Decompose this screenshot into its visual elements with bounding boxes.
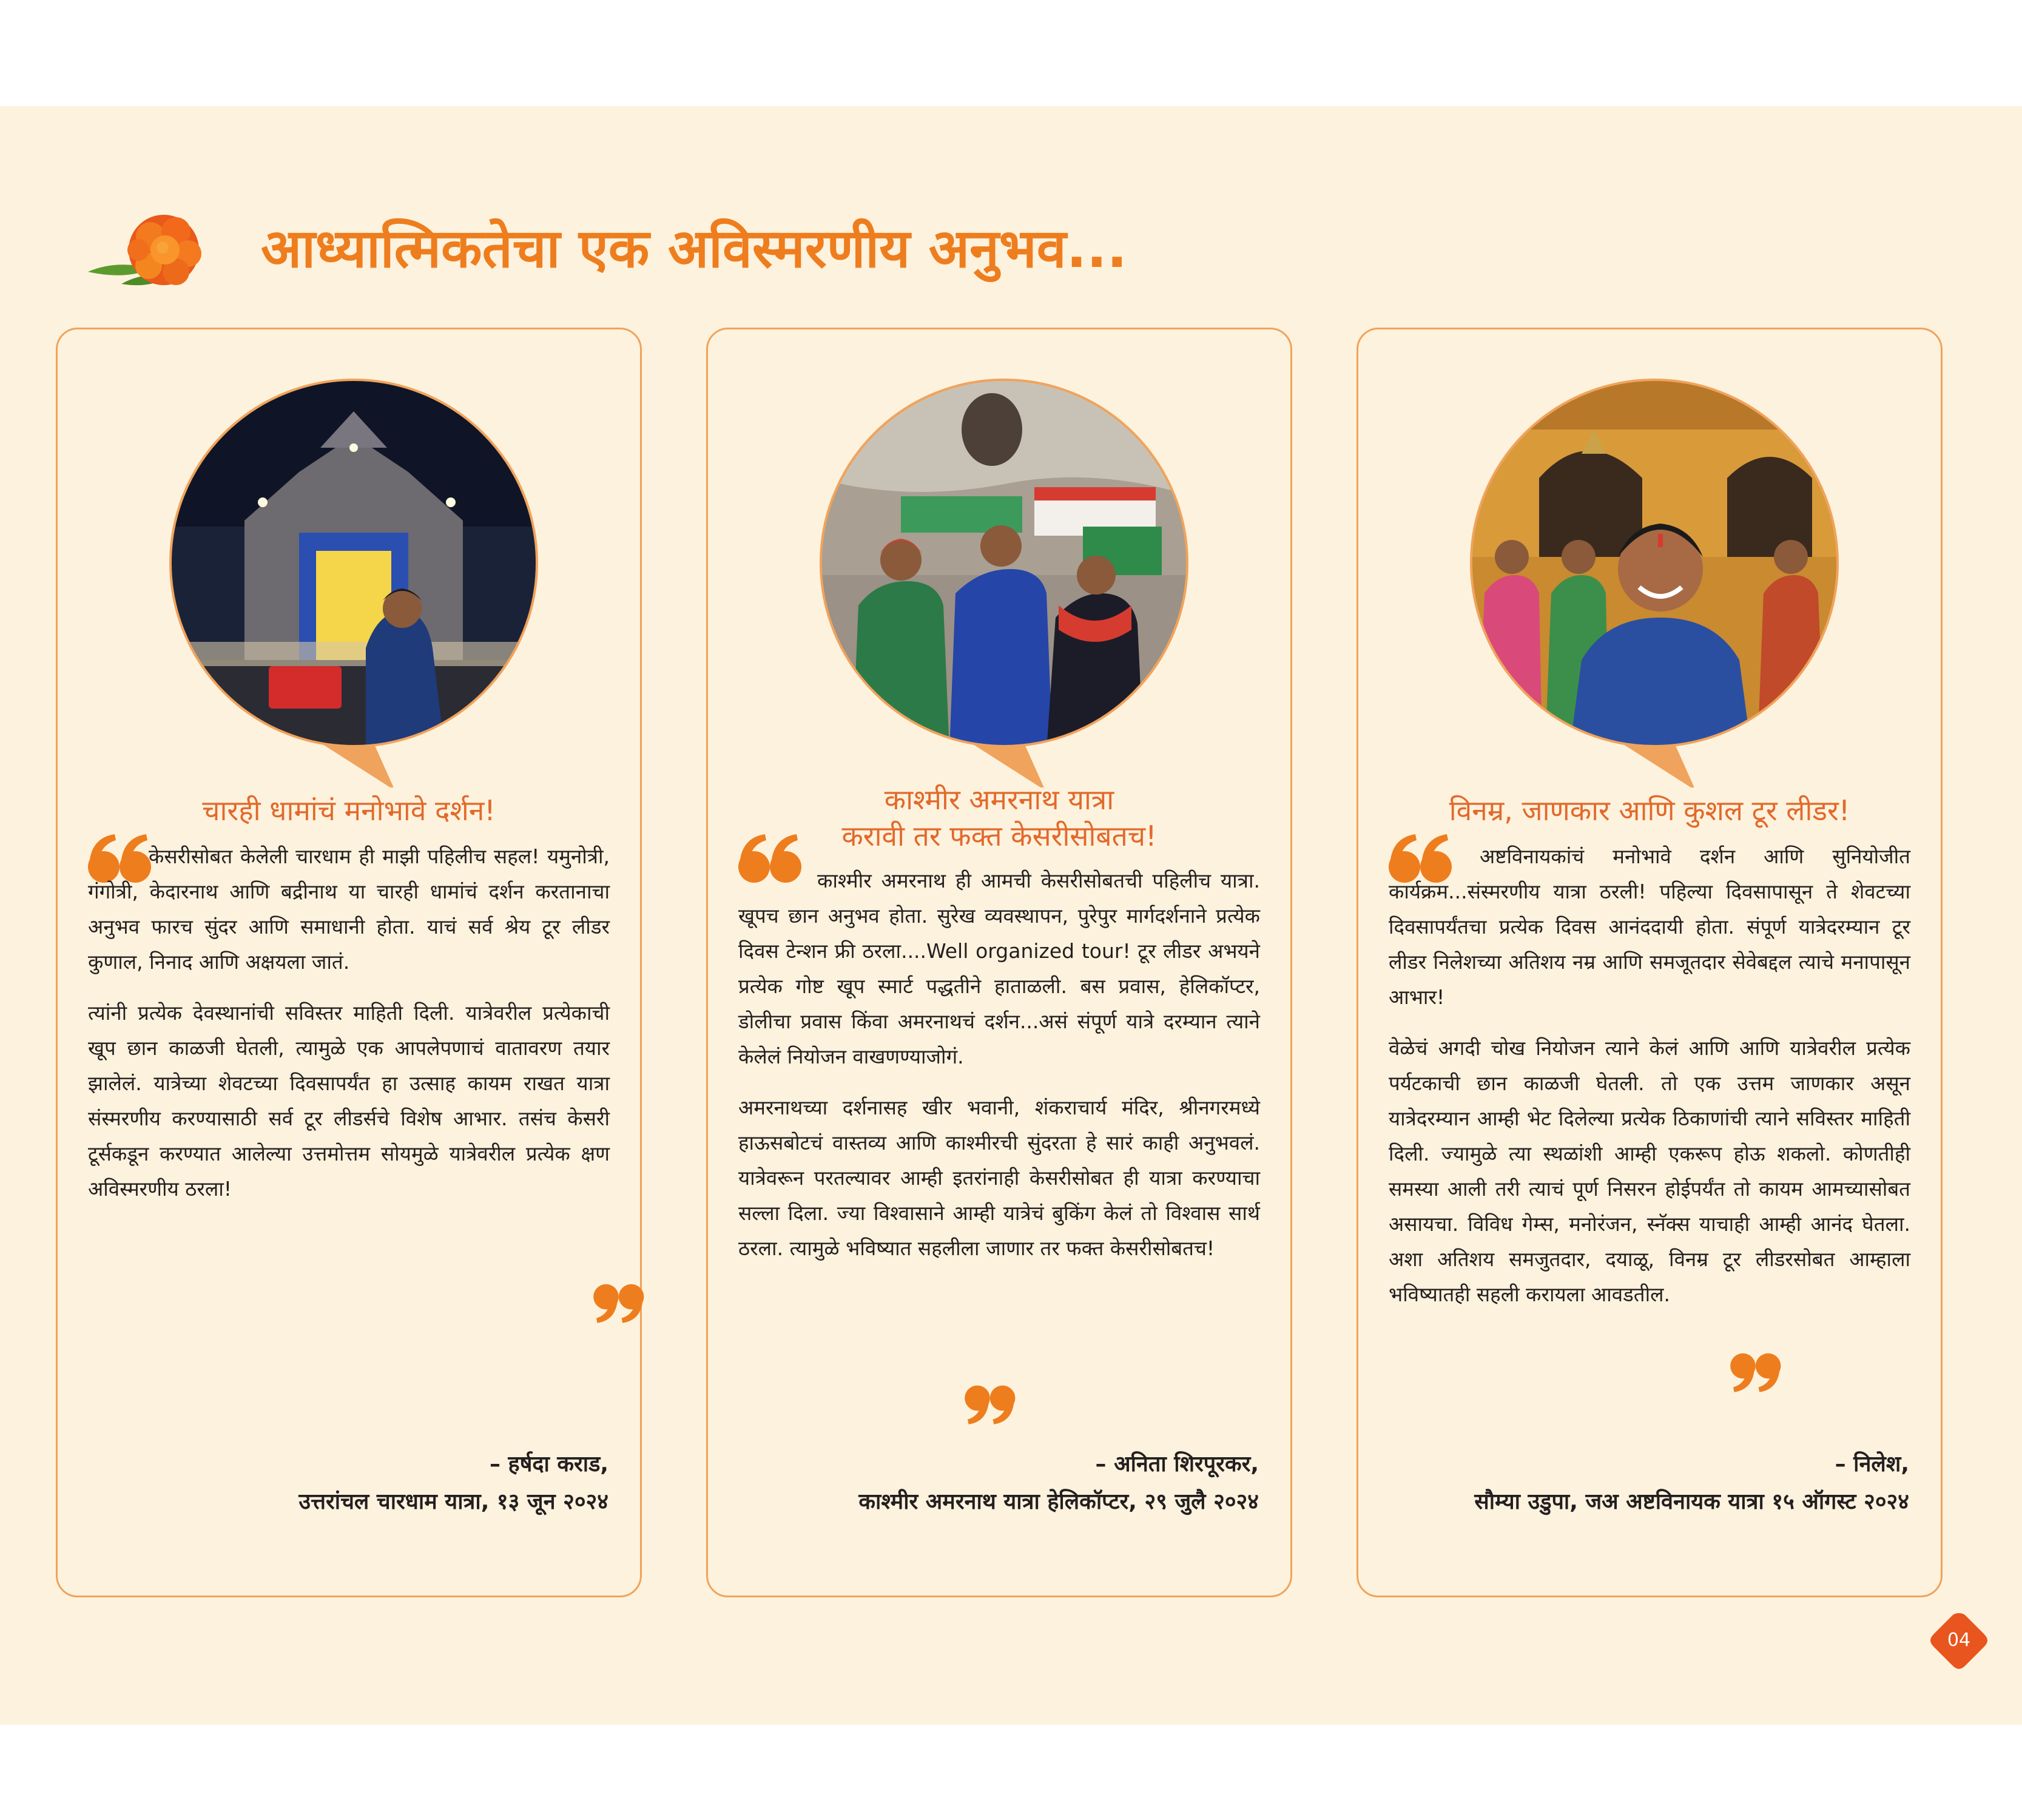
testimonial-photo: [1466, 375, 1842, 787]
testimonial-paragraph: वेळेचं अगदी चोख नियोजन त्याने केलं आणि आणि यात्रेवरील प्रत्येक पर्यटकाची छान काळजी घेतली. तो एक उत्तम जाणकार असून यात्रेदरम्यान आम्ही भेट दिलेल्या प्रत्येक ठिकाणांची त्याने सविस्तर माहिती दिली. ज्यामुळे त्या स्थळांशी आम्ही एकरूप होऊ शकलो. कोणतीही समस्या आली तरी त्याचं पूर्ण निसरन होईपर्यंत तो कायम आमच्यासोबत असायचा. विविध गेम्स, मनोरंजन, स्नॅक्स याचाही आम्ही आनंद घेतला. अशा अतिशय समजुतदार, दयाळू, विनम्र टूर लीडरसोबत आम्हाला भविष्यातही सहली करायला आवडतील.: [1389, 1036, 1910, 1306]
testimonial-title-line: चारही धामांचं मनोभावे दर्शन!: [202, 794, 496, 827]
testimonial-paragraph: केसरीसोबत केलेली चारधाम ही माझी पहिलीच सहल! यमुनोत्री, गंगोत्री, केदारनाथ आणि बद्रीनाथ या चारही धामांचं दर्शन करतानाचा अनुभव फारच सुंदर आणि समाधानी होता. याचं सर्व श्रेय टूर लीडर कुणाल, निनाद आणि अक्षयला जातं.: [88, 844, 610, 974]
testimonial-title: [1377, 790, 1923, 831]
tour-details: काश्मीर अमरनाथ यात्रा हेलिकॉप्टर, २९ जुलै २०२४: [858, 1489, 1259, 1514]
testimonial-paragraph: अष्टविनायकांचं मनोभावे दर्शन आणि सुनियोजीत कार्यक्रम...संस्मरणीय यात्रा ठरली! पहिल्या दिवसापासून ते शेवटच्या दिवसापर्यंतचा प्रत्येक दिवस आनंददायी होता. संपूर्ण यात्रेदरम्यान टूर लीडर निलेशच्या अतिशय नम्र आणि समजूतदार सेवेबद्दल त्याचे मनापासून आभार!: [1389, 844, 1910, 1009]
testimonial-signature: [858, 1446, 1259, 1521]
close-quote-icon: [1728, 1350, 1782, 1395]
testimonial-title: [76, 790, 622, 831]
page-title: आध्यात्मिकतेचा एक अविस्मरणीय अनुभव...: [261, 217, 1127, 280]
testimonial-paragraph: काश्मीर अमरनाथ ही आमची केसरीसोबतची पहिलीच यात्रा. खूपच छान अनुभव होता. सुरेख व्यवस्थापन, पुरेपुर मार्गदर्शनाने प्रत्येक दिवस टेन्शन फ्री ठरला....Well organized tour! टूर लीडर अभयने प्रत्येक गोष्ट खूप स्मार्ट पद्धतीने हाताळली. बस प्रवास, हेलिकॉप्टर, डोलीचा प्रवास किंवा अमरनाथचं दर्शन...असं संपूर्ण यात्रे दरम्यान त्याने केलेलं नियोजन वाखणण्याजोगं.: [738, 869, 1260, 1068]
author-name: – हर्षदा कराड,: [489, 1452, 608, 1477]
kedarnath-temple-night-photo: [166, 375, 542, 787]
testimonial-photo: [816, 375, 1192, 787]
page-number: 04: [1947, 1630, 1971, 1651]
author-name: – निलेश,: [1835, 1452, 1909, 1477]
testimonial-card-3: [1356, 328, 1943, 1597]
testimonial-card-1: [56, 328, 642, 1597]
testimonial-paragraph: त्यांनी प्रत्येक देवस्थानांची सविस्तर माहिती दिली. यात्रेवरील प्रत्येकाची खूप छान काळजी घेतली, त्यामुळे एक आपलेपणाचं वातावरण तयार झालेलं. यात्रेच्या शेवटच्या दिवसापर्यंत हा उत्साह कायम राखत यात्रा संस्मरणीय करण्यासाठी सर्व टूर लीडर्सचे विशेष आभार. तसंच केसरी टूर्सकडून करण्यात आलेल्या उत्तमोत्तम सोयमुळे यात्रेवरील प्रत्येक क्षण अविस्मरणीय ठरला!: [88, 1001, 610, 1201]
tour-details: सौम्या उडुपा, जअ अष्टविनायक यात्रा १५ ऑगस्ट २०२४: [1474, 1489, 1909, 1514]
testimonial-title-line: विनम्र, जाणकार आणि कुशल टूर लीडर!: [1449, 794, 1850, 827]
testimonial-title-line: करावी तर फक्त केसरीसोबतच!: [841, 820, 1157, 852]
close-quote-icon: [963, 1382, 1016, 1427]
testimonial-signature: [1474, 1446, 1909, 1521]
testimonial-card-2: [706, 328, 1292, 1597]
tour-details: उत्तरांचल चारधाम यात्रा, १३ जून २०२४: [298, 1489, 608, 1514]
testimonial-body: [738, 863, 1260, 1282]
marigold-flower-icon: [85, 212, 218, 297]
testimonial-photo: [166, 375, 542, 787]
testimonial-body: [1389, 839, 1910, 1328]
testimonial-title: [726, 781, 1272, 854]
testimonial-title-line: काश्मीर अमरनाथ यात्रा: [884, 783, 1114, 816]
amarnath-group-photo: [816, 375, 1192, 787]
testimonial-paragraph: अमरनाथच्या दर्शनासह खीर भवानी, शंकराचार्य मंदिर, श्रीनगरमध्ये हाऊसबोटचं वास्तव्य आणि काश्मीरची सुंदरता हे सारं काही अनुभवलं. यात्रेवरून परतल्यावर आम्ही इतरांनाही केसरीसोबत ही यात्रा करण्याचा सल्ला दिला. ज्या विश्वासाने आम्ही यात्रेचं बुकिंग केलं तो विश्वास सार्थ ठरला. त्यामुळे भविष्यात सहलीला जाणार तर फक्त केसरीसोबतच!: [738, 1096, 1260, 1260]
ashtavinayak-temple-photo: [1466, 375, 1842, 787]
author-name: – अनिता शिरपूरकर,: [1095, 1452, 1259, 1477]
close-quote-icon: [591, 1281, 645, 1326]
testimonial-signature: [298, 1446, 608, 1521]
testimonial-body: [88, 839, 610, 1222]
